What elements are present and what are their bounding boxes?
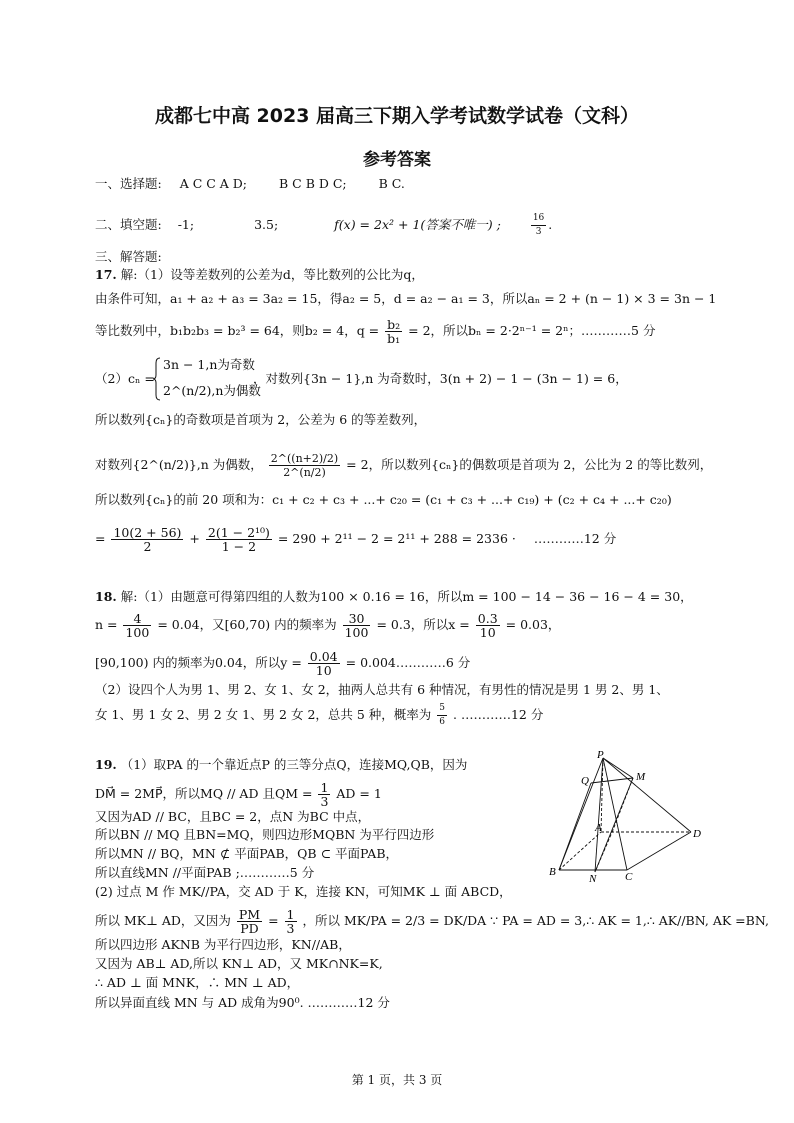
q19-line-9: 所以四边形 AKNB 为平行四边形，KN//AB， — [95, 937, 351, 952]
q19-one-third-fraction: $\frac{1}{3}$ — [286, 907, 295, 936]
page-footer: 第 1 页，共 3 页 — [351, 1073, 443, 1087]
q18-y-fraction: $\frac{0.04}{10}$ — [309, 649, 338, 678]
section2-label: 二、填空题: — [95, 217, 162, 232]
q18-probability-fraction: $\frac{5}{6}$ — [439, 703, 446, 727]
section1-line — [95, 176, 405, 192]
vertex-A: A — [595, 822, 602, 834]
q17-line-8: = $\frac{10(2 + 56)}{2}$ + $\frac{\text{2(1 − 2¹⁰)}}{1 - 2}$ = 290 + 2¹¹ − 2 = 2¹¹ + 288 = 2336 · …………12 分 — [95, 525, 617, 554]
section2-answer-b: 3.5; — [254, 217, 279, 232]
page-title: 成都七中高 2023 届高三下期入学考试数学试卷（文科） — [154, 105, 640, 127]
section3-label: 三、解答题: — [95, 249, 162, 264]
q17-brace-icon — [153, 357, 161, 401]
q19-line-11: ∴ AD ⊥ 面 MNK，∴ MN ⊥ AD， — [95, 975, 300, 990]
section2-answer-a: -1; — [177, 217, 195, 232]
section1-answers-b: B C B D C; — [279, 176, 347, 191]
q19-line-10: 又因为 AB⊥ AD,所以 KN⊥ AD，又 MK∩NK=K, — [95, 956, 383, 971]
section2-answer-c: f(x) = 2x² + 1(答案不唯一) ; — [334, 217, 501, 232]
q17-line-6: 对数列{2^(n/2)},n 为偶数， $\frac{2\^{}((n+2)/2)}{2\^{}(n/2)}$ = 2，所以数列{cₙ}的偶数项是首项为 2，公比为 2 的等比数列， — [95, 452, 713, 479]
vertex-N: N — [589, 873, 597, 883]
section2-answer-d: $\frac{16}{3}$ — [532, 213, 545, 237]
q18-line-3: [90,100) 内的频率为0.04，所以y = $\frac{0.04}{10}$ = 0.004…………6 分 — [95, 649, 471, 678]
vertex-C: C — [625, 871, 633, 883]
q19-line-3: 又因为AD // BC，且BC = 2，点N 为BC 中点， — [95, 809, 371, 824]
q17-line-1: 17. 解:（1）设等差数列的公差为d，等比数列的公比为q， — [95, 267, 424, 282]
section1-answers-c: B C. — [378, 176, 405, 191]
q17-geo-sum-fraction: $\frac{\text{2(1 − 2¹⁰)}}{1 - 2}$ — [207, 525, 270, 554]
q19-third-fraction: $\frac{1}{3}$ — [320, 780, 329, 809]
q17-geometric-ratio-fraction: $\frac{2\^{}((n+2)/2)}{2\^{}(n/2)}$ — [270, 452, 339, 479]
q18-freq-fraction: $\frac{30}{100}$ — [344, 611, 369, 640]
q17-line-3: 等比数列中，b₁b₂b₃ = b₂³ = 64，则b₂ = 4，q = $\frac{\text{b₂}}{\text{b₁}}$ = 2，所以bₙ = 2·2ⁿ⁻¹ = 2ⁿ；…………5 分 — [95, 317, 656, 346]
q19-line-1: 19. （1）取PA 的一个靠近点P 的三等分点Q，连接MQ,QB，因为 — [95, 757, 468, 772]
q17-line-2: 由条件可知，a₁ + a₂ + a₃ = 3a₂ = 15，得a₂ = 5，d = a₂ − a₁ = 3，所以aₙ = 2 + (n − 1) × 3 = 3n − 1 — [95, 291, 717, 306]
q17-line-5: 所以数列{cₙ}的奇数项是首项为 2，公差为 6 的等差数列， — [95, 412, 427, 427]
q18-line-2: n = $\frac{4}{100}$ = 0.04，又[60,70) 内的频率为 $\frac{30}{100}$ = 0.3，所以x = $\frac{0.3}{10}$ = 0.03， — [95, 611, 561, 640]
q18-x-fraction: $\frac{0.3}{10}$ — [477, 611, 498, 640]
q19-line-12: 所以异面直线 MN 与 AD 成角为90⁰. …………12 分 — [95, 995, 390, 1010]
section1-label: 一、选择题: — [95, 176, 162, 191]
q17-line-7: 所以数列{cₙ}的前 20 项和为：c₁ + c₂ + c₃ + ...+ c₂₀ = (c₁ + c₃ + ...+ c₁₉) + (c₂ + c₄ + ...+ c₂₀) — [95, 492, 672, 507]
q19-line-4: 所以BN // MQ 且BN=MQ，则四边形MQBN 为平行四边形 — [95, 827, 435, 842]
q18-line-5: 女 1、男 1 女 2、男 2 女 1、男 2 女 2，总共 5 种，概率为 $\frac{5}{6}$ . …………12 分 — [95, 703, 544, 727]
vertex-Q: Q — [581, 775, 589, 787]
section2-line: 二、填空题: -1; 3.5; f(x) = 2x² + 1(答案不唯一) ; $\frac{16}{3}$ . — [95, 213, 553, 237]
section1-answers-a: A C C A D; — [179, 176, 248, 191]
q17-number: 17. — [95, 267, 117, 282]
vertex-D: D — [693, 828, 701, 840]
q19-line-6: 所以直线MN //平面PAB ;…………5 分 — [95, 865, 315, 880]
q18-line-1: 18. 解:（1）由题意可得第四组的人数为100 × 0.16 = 16，所以m = 100 − 14 − 36 − 16 − 4 = 30， — [95, 589, 693, 604]
q19-line-8: 所以 MK⊥ AD，又因为 $\frac{PM}{PD}$ = $\frac{1}{3}$ ，所以 MK/PA = 2/3 = DK/DA ∵ PA = AD = 3,∴ AK = 1,∴ AK//BN, AK =BN, — [95, 907, 769, 936]
q18-line-4: （2）设四个人为男 1、男 2、女 1、女 2，抽两人总共有 6 种情况，有男性的情况是男 1 男 2、男 1、 — [95, 682, 669, 697]
vertex-B: B — [549, 866, 556, 878]
q17-ratio-fraction: $\frac{\text{b₂}}{\text{b₁}}$ — [387, 317, 401, 346]
q19-line-5: 所以MN // BQ，MN ⊄ 平面PAB，QB ⊂ 平面PAB， — [95, 846, 399, 861]
q17-arith-sum-fraction: $\frac{10(2 + 56)}{2}$ — [113, 525, 182, 554]
page-subtitle: 参考答案 — [363, 150, 431, 170]
q18-number: 18. — [95, 589, 117, 604]
q18-n-fraction: $\frac{4}{100}$ — [125, 611, 150, 640]
q19-pm-pd-fraction: $\frac{PM}{PD}$ — [238, 907, 261, 936]
pyramid-figure — [545, 748, 715, 883]
vertex-P: P — [597, 749, 604, 761]
vertex-M: M — [636, 771, 646, 783]
q19-number: 19. — [95, 757, 117, 772]
q19-line-7: (2) 过点 M 作 MK//PA，交 AD 于 K，连接 KN，可知MK ⊥ 面 ABCD， — [95, 884, 512, 899]
q19-line-2: DM⃗ = 2MP⃗，所以MQ // AD 且QM = $\frac{1}{3}$ AD = 1 — [95, 780, 382, 809]
